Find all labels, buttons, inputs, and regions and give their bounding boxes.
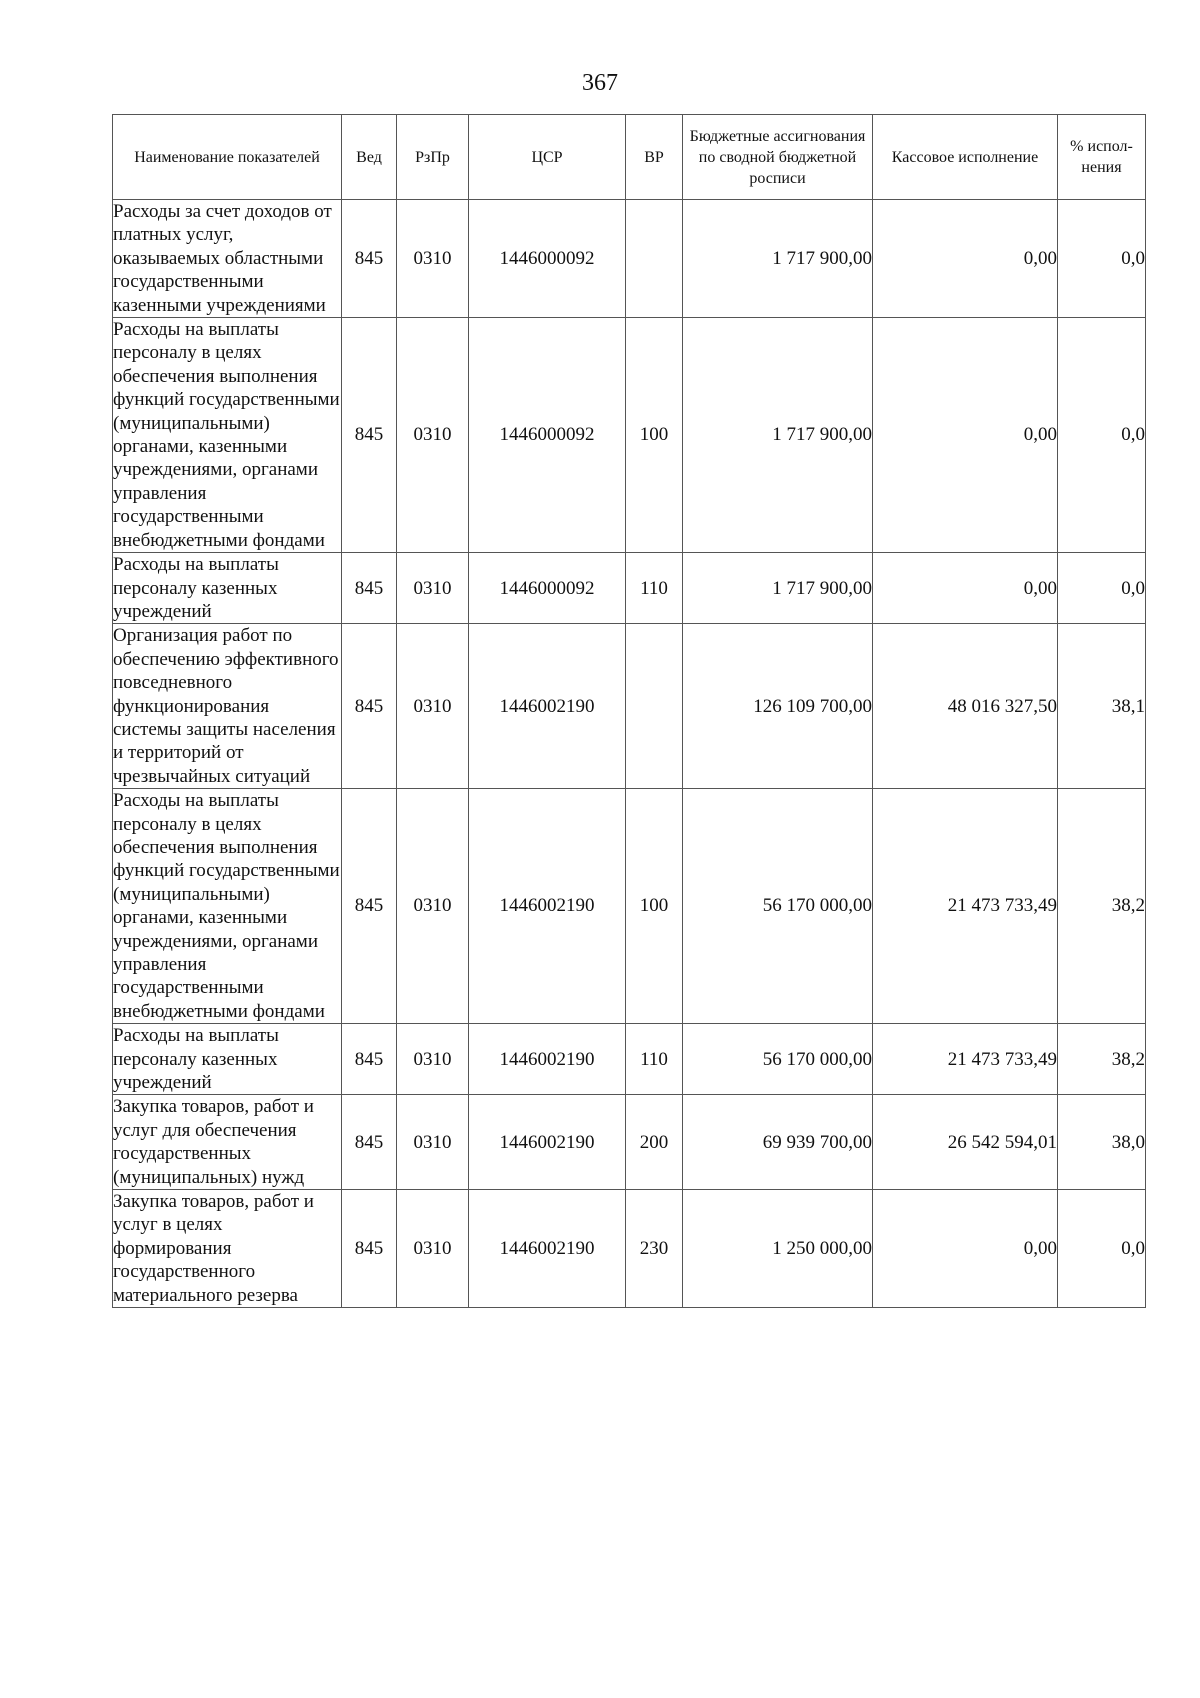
table-row	[113, 1024, 1146, 1095]
row-csr: 1446000092	[469, 200, 626, 318]
row-budget: 56 170 000,00	[683, 1024, 873, 1095]
row-rzpr: 0310	[397, 624, 469, 789]
row-budget: 56 170 000,00	[683, 789, 873, 1024]
row-csr: 1446002190	[469, 624, 626, 789]
row-cash: 0,00	[873, 200, 1058, 318]
row-csr: 1446000092	[469, 318, 626, 553]
table-row	[113, 624, 1146, 789]
row-budget: 1 717 900,00	[683, 318, 873, 553]
row-name: Расходы за счет доходов от платных услуг, оказываемых областными государственными казенными учреждениями	[113, 200, 342, 318]
row-ved: 845	[342, 789, 397, 1024]
header-name: Наименование показателей	[113, 115, 342, 200]
table-row	[113, 318, 1146, 553]
row-name: Расходы на выплаты персоналу в целях обеспечения выполнения функций государственными (муниципальными) органами, казенными учреждениями, органами управления государственными внебюджетными фондами	[113, 319, 340, 551]
row-csr: 1446002190	[469, 1190, 626, 1308]
header-csr: ЦСР	[469, 115, 626, 200]
row-budget: 1 250 000,00	[683, 1190, 873, 1308]
row-csr: 1446002190	[469, 1095, 626, 1190]
header-percent: % испол-нения	[1058, 115, 1146, 200]
table-row	[113, 789, 1146, 1024]
row-budget: 1 717 900,00	[683, 553, 873, 624]
row-cash: 0,00	[873, 553, 1058, 624]
row-ved: 845	[342, 200, 397, 318]
row-budget: 69 939 700,00	[683, 1095, 873, 1190]
row-rzpr: 0310	[397, 1095, 469, 1190]
row-cash: 0,00	[873, 1190, 1058, 1308]
row-percent: 0,0	[1058, 318, 1146, 553]
row-name: Расходы на выплаты персоналу казенных учреждений	[113, 1024, 342, 1095]
row-ved: 845	[342, 318, 397, 553]
row-ved: 845	[342, 1024, 397, 1095]
row-vr: 100	[626, 789, 683, 1024]
row-name: Закупка товаров, работ и услуг для обеспечения государственных (муниципальных) нужд	[113, 1095, 342, 1190]
row-percent: 0,0	[1058, 1190, 1146, 1308]
row-name: Закупка товаров, работ и услуг в целях формирования государственного материального резерва	[113, 1190, 342, 1308]
table-row	[113, 1190, 1146, 1308]
row-csr: 1446002190	[469, 789, 626, 1024]
row-vr	[626, 624, 683, 789]
row-rzpr: 0310	[397, 553, 469, 624]
row-rzpr: 0310	[397, 789, 469, 1024]
row-cash: 48 016 327,50	[873, 624, 1058, 789]
table-row	[113, 553, 1146, 624]
row-vr	[626, 200, 683, 318]
row-name: Расходы на выплаты персоналу казенных учреждений	[113, 553, 342, 624]
row-ved: 845	[342, 1095, 397, 1190]
row-csr: 1446000092	[469, 553, 626, 624]
row-percent: 38,2	[1058, 789, 1146, 1024]
table-row	[113, 200, 1146, 318]
table-header-row	[113, 115, 1146, 200]
header-budget: Бюджетные ассигнования по сводной бюджетной росписи	[683, 115, 873, 200]
budget-execution-table	[112, 114, 1146, 1308]
row-cash: 21 473 733,49	[873, 1024, 1058, 1095]
page-number: 367	[582, 70, 618, 96]
row-percent: 0,0	[1058, 200, 1146, 318]
row-percent: 38,0	[1058, 1095, 1146, 1190]
header-rzpr: РзПр	[397, 115, 469, 200]
row-vr: 110	[626, 1024, 683, 1095]
row-rzpr: 0310	[397, 1190, 469, 1308]
row-rzpr: 0310	[397, 318, 469, 553]
row-vr: 200	[626, 1095, 683, 1190]
table-row	[113, 1095, 1146, 1190]
header-ved: Вед	[342, 115, 397, 200]
row-budget: 126 109 700,00	[683, 624, 873, 789]
row-cash: 0,00	[873, 318, 1058, 553]
row-rzpr: 0310	[397, 1024, 469, 1095]
row-percent: 38,2	[1058, 1024, 1146, 1095]
row-vr: 100	[626, 318, 683, 553]
row-csr: 1446002190	[469, 1024, 626, 1095]
row-cash: 26 542 594,01	[873, 1095, 1058, 1190]
header-cash: Кассовое исполнение	[873, 115, 1058, 200]
row-cash: 21 473 733,49	[873, 789, 1058, 1024]
row-ved: 845	[342, 1190, 397, 1308]
row-percent: 0,0	[1058, 553, 1146, 624]
row-budget: 1 717 900,00	[683, 200, 873, 318]
row-ved: 845	[342, 553, 397, 624]
row-percent: 38,1	[1058, 624, 1146, 789]
row-vr: 230	[626, 1190, 683, 1308]
header-vr: ВР	[626, 115, 683, 200]
row-name: Расходы на выплаты персоналу в целях обеспечения выполнения функций государственными (муниципальными) органами, казенными учреждениями, органами управления государственными внебюджетными фондами	[113, 790, 340, 1022]
row-name: Организация работ по обеспечению эффективного повседневного функционирования системы защиты населения и территорий от чрезвычайных ситуаций	[113, 624, 342, 789]
row-vr: 110	[626, 553, 683, 624]
row-ved: 845	[342, 624, 397, 789]
row-rzpr: 0310	[397, 200, 469, 318]
